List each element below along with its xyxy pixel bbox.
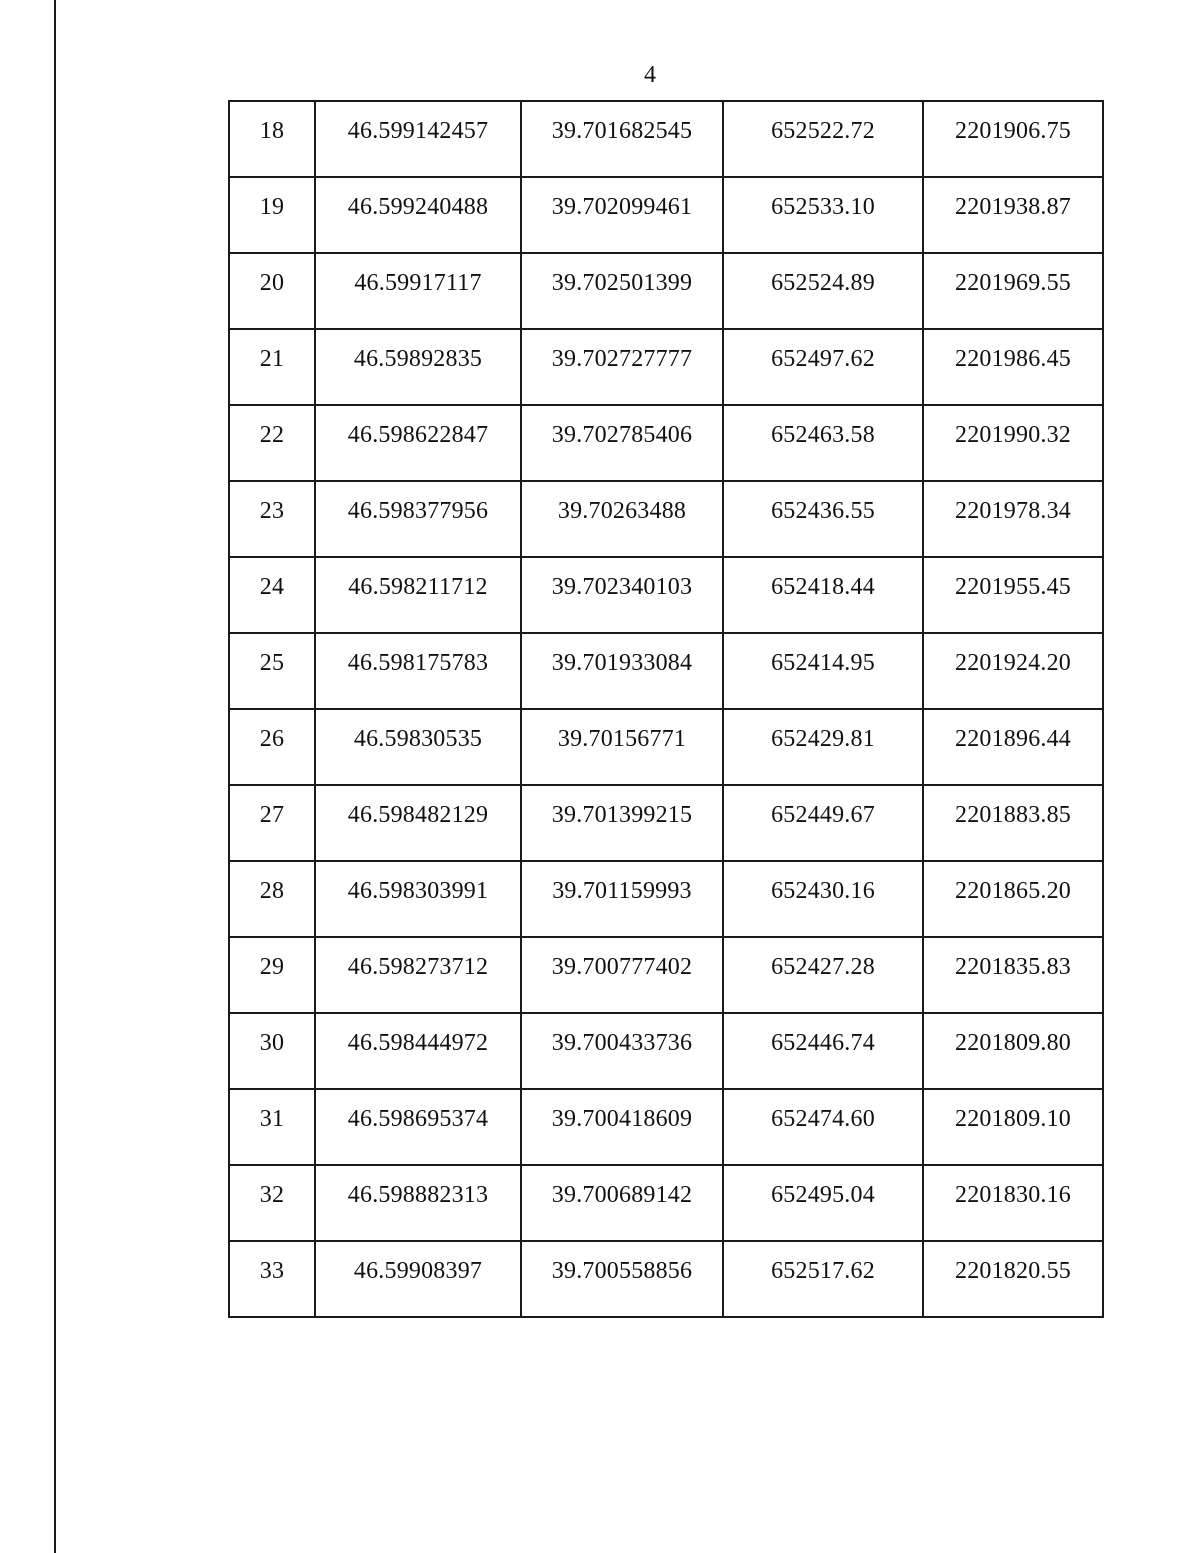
table-row bbox=[229, 861, 1103, 937]
northing-cell: 2201809.10 bbox=[923, 1089, 1103, 1165]
latitude-cell: 39.700558856 bbox=[521, 1241, 723, 1317]
latitude-cell: 39.701933084 bbox=[521, 633, 723, 709]
easting-cell: 652430.16 bbox=[723, 861, 923, 937]
easting-cell: 652436.55 bbox=[723, 481, 923, 557]
page-number: 4 bbox=[644, 62, 656, 88]
latitude-cell: 39.700689142 bbox=[521, 1165, 723, 1241]
point-number-cell: 29 bbox=[229, 937, 315, 1013]
easting-cell: 652418.44 bbox=[723, 557, 923, 633]
easting-cell: 652517.62 bbox=[723, 1241, 923, 1317]
northing-cell: 2201883.85 bbox=[923, 785, 1103, 861]
point-number-cell: 27 bbox=[229, 785, 315, 861]
longitude-cell: 46.59908397 bbox=[315, 1241, 521, 1317]
easting-cell: 652522.72 bbox=[723, 101, 923, 177]
easting-cell: 652446.74 bbox=[723, 1013, 923, 1089]
latitude-cell: 39.700418609 bbox=[521, 1089, 723, 1165]
table-row bbox=[229, 1241, 1103, 1317]
page-margin-line bbox=[54, 0, 56, 1553]
point-number-cell: 22 bbox=[229, 405, 315, 481]
easting-cell: 652429.81 bbox=[723, 709, 923, 785]
table-row bbox=[229, 253, 1103, 329]
table-row bbox=[229, 709, 1103, 785]
northing-cell: 2201978.34 bbox=[923, 481, 1103, 557]
table-row bbox=[229, 1089, 1103, 1165]
latitude-cell: 39.702340103 bbox=[521, 557, 723, 633]
table-row bbox=[229, 633, 1103, 709]
table-row bbox=[229, 329, 1103, 405]
coordinates-table-body bbox=[229, 101, 1103, 1317]
point-number-cell: 24 bbox=[229, 557, 315, 633]
northing-cell: 2201865.20 bbox=[923, 861, 1103, 937]
latitude-cell: 39.702501399 bbox=[521, 253, 723, 329]
easting-cell: 652533.10 bbox=[723, 177, 923, 253]
point-number-cell: 33 bbox=[229, 1241, 315, 1317]
latitude-cell: 39.70156771 bbox=[521, 709, 723, 785]
longitude-cell: 46.59892835 bbox=[315, 329, 521, 405]
northing-cell: 2201830.16 bbox=[923, 1165, 1103, 1241]
latitude-cell: 39.701159993 bbox=[521, 861, 723, 937]
longitude-cell: 46.598303991 bbox=[315, 861, 521, 937]
longitude-cell: 46.59830535 bbox=[315, 709, 521, 785]
table-row bbox=[229, 481, 1103, 557]
northing-cell: 2201990.32 bbox=[923, 405, 1103, 481]
point-number-cell: 28 bbox=[229, 861, 315, 937]
longitude-cell: 46.598273712 bbox=[315, 937, 521, 1013]
northing-cell: 2201820.55 bbox=[923, 1241, 1103, 1317]
table-row bbox=[229, 785, 1103, 861]
easting-cell: 652497.62 bbox=[723, 329, 923, 405]
table-row bbox=[229, 101, 1103, 177]
table-row bbox=[229, 557, 1103, 633]
longitude-cell: 46.598695374 bbox=[315, 1089, 521, 1165]
point-number-cell: 23 bbox=[229, 481, 315, 557]
easting-cell: 652463.58 bbox=[723, 405, 923, 481]
point-number-cell: 18 bbox=[229, 101, 315, 177]
point-number-cell: 19 bbox=[229, 177, 315, 253]
table-row bbox=[229, 1165, 1103, 1241]
longitude-cell: 46.598175783 bbox=[315, 633, 521, 709]
longitude-cell: 46.599240488 bbox=[315, 177, 521, 253]
northing-cell: 2201969.55 bbox=[923, 253, 1103, 329]
latitude-cell: 39.702727777 bbox=[521, 329, 723, 405]
northing-cell: 2201906.75 bbox=[923, 101, 1103, 177]
easting-cell: 652427.28 bbox=[723, 937, 923, 1013]
latitude-cell: 39.702099461 bbox=[521, 177, 723, 253]
northing-cell: 2201896.44 bbox=[923, 709, 1103, 785]
longitude-cell: 46.598377956 bbox=[315, 481, 521, 557]
latitude-cell: 39.701682545 bbox=[521, 101, 723, 177]
longitude-cell: 46.59917117 bbox=[315, 253, 521, 329]
northing-cell: 2201955.45 bbox=[923, 557, 1103, 633]
latitude-cell: 39.700433736 bbox=[521, 1013, 723, 1089]
latitude-cell: 39.70263488 bbox=[521, 481, 723, 557]
easting-cell: 652495.04 bbox=[723, 1165, 923, 1241]
table-row bbox=[229, 177, 1103, 253]
point-number-cell: 26 bbox=[229, 709, 315, 785]
latitude-cell: 39.701399215 bbox=[521, 785, 723, 861]
easting-cell: 652474.60 bbox=[723, 1089, 923, 1165]
longitude-cell: 46.598622847 bbox=[315, 405, 521, 481]
northing-cell: 2201938.87 bbox=[923, 177, 1103, 253]
latitude-cell: 39.702785406 bbox=[521, 405, 723, 481]
longitude-cell: 46.598211712 bbox=[315, 557, 521, 633]
easting-cell: 652524.89 bbox=[723, 253, 923, 329]
longitude-cell: 46.598482129 bbox=[315, 785, 521, 861]
point-number-cell: 32 bbox=[229, 1165, 315, 1241]
northing-cell: 2201924.20 bbox=[923, 633, 1103, 709]
table-row bbox=[229, 1013, 1103, 1089]
point-number-cell: 21 bbox=[229, 329, 315, 405]
northing-cell: 2201835.83 bbox=[923, 937, 1103, 1013]
coordinates-table bbox=[228, 100, 1104, 1318]
northing-cell: 2201986.45 bbox=[923, 329, 1103, 405]
table-row bbox=[229, 937, 1103, 1013]
point-number-cell: 30 bbox=[229, 1013, 315, 1089]
longitude-cell: 46.599142457 bbox=[315, 101, 521, 177]
longitude-cell: 46.598882313 bbox=[315, 1165, 521, 1241]
longitude-cell: 46.598444972 bbox=[315, 1013, 521, 1089]
table-row bbox=[229, 405, 1103, 481]
point-number-cell: 25 bbox=[229, 633, 315, 709]
point-number-cell: 20 bbox=[229, 253, 315, 329]
point-number-cell: 31 bbox=[229, 1089, 315, 1165]
easting-cell: 652449.67 bbox=[723, 785, 923, 861]
northing-cell: 2201809.80 bbox=[923, 1013, 1103, 1089]
easting-cell: 652414.95 bbox=[723, 633, 923, 709]
latitude-cell: 39.700777402 bbox=[521, 937, 723, 1013]
